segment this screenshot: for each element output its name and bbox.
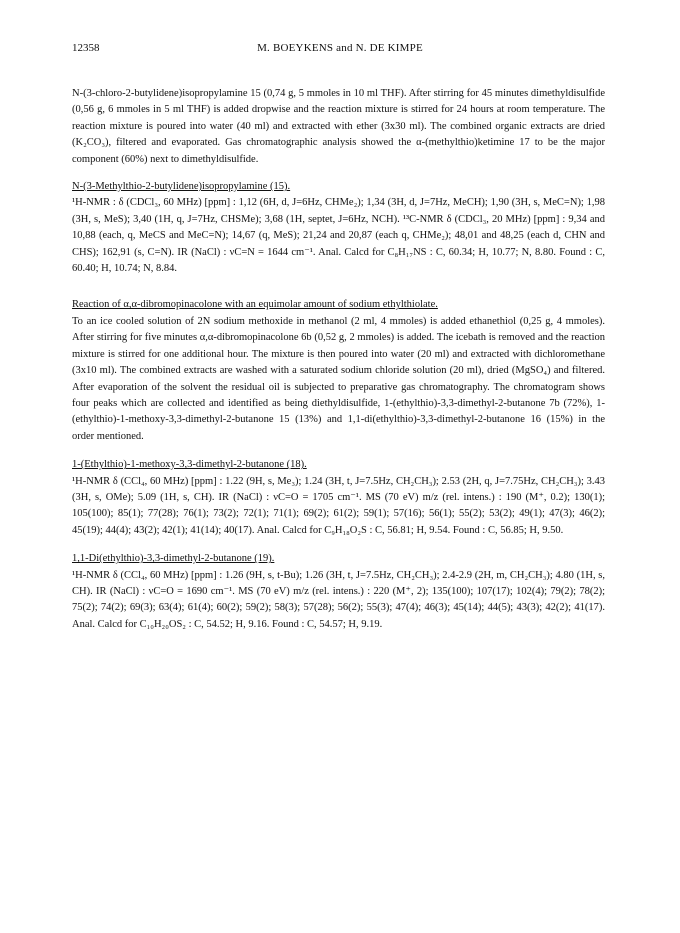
section-text: ¹H-NMR δ (CCl₄, 60 MHz) [ppm] : 1.26 (9H, s, t-Bu); 1.26 (3H, t, J=7.5Hz, CH₂CH₃); 2.4-2.9 (2H, m, CH₂CH₃); 4.80 (1H, s, CH). IR (NaCl) : νC=O = 1690 cm⁻¹. MS (70 eV) m/z (rel. intens.) : 220 (M⁺, 2); 135(100); 107(17); 102(4); 79(2); 78(2); 75(2); 74(2); 69(3); 63(4); 61(4); 60(2); 59(2); 58(3); 57(28); 56(2); 55(3); 47(4); 46(3); 45(14); 44(5); 43(3); 42(2); 41(17). Anal. Calcd for C₁₀H₂₀OS₂ : C, 54.52; H, 9.16. Found : C, 54.57; H, 9.19. bbox=[72, 569, 605, 630]
section-dibromopinacolone-reaction bbox=[72, 297, 605, 445]
section-ethylthio-methoxy bbox=[72, 457, 605, 539]
section-text: ¹H-NMR δ (CCl₄, 60 MHz) [ppm] : 1.22 (9H, s, Me₃); 1.24 (3H, t, J=7.5Hz, CH₂CH₃); 2.53 (2H, q, J=7.75Hz, CH₂CH₃); 3.43 (3H, s, OMe); 5.09 (1H, s, CH). IR (NaCl) : νC=O = 1705 cm⁻¹. MS (70 eV) m/z (rel. intens.) : 190 (M⁺, 0.2); 130(1); 105(100); 85(1); 77(28); 76(1); 73(2); 72(1); 71(1); 69(2); 61(2); 59(1); 57(16); 56(1); 55(2); 53(2); 49(1); 47(3); 46(2); 45(19); 44(4); 43(2); 42(1); 41(14); 40(17). Anal. Calcd for C₉H₁₈O₂S : C, 56.81; H, 9.54. Found : C, 56.85; H, 9.50. bbox=[72, 475, 605, 536]
section-heading: N-(3-Methylthio-2-butylidene)isopropylamine (15). bbox=[72, 181, 291, 193]
section-text: ¹H-NMR : δ (CDCl₃, 60 MHz) [ppm] : 1,12 (6H, d, J=6Hz, CHMe₂); 1,34 (3H, d, J=7Hz, MeCH); 1,90 (3H, s, MeC=N); 1,98 (3H, s, MeS); 3,40 (1H, q, J=7Hz, CHSMe); 3,68 (1H, septet, J=6Hz, NCH). ¹³C-NMR δ (CDCl₃, 20 MHz) [ppm] : 9,34 and 10,88 (each, q, MeCS and MeC=N); 14,67 (q, MeS); 21,24 and 20,87 (each q, CHMe₂); 48,01 and 48,25 (each d, CHN and CHS); 162,91 (s, C=N). IR (NaCl) : νC=N = 1644 cm⁻¹. Anal. Calcd for C₈H₁₇NS : C, 60.34; H, 10.77; N, 8.80. Found : C, 60.40; H, 10.74; N, 8.84. bbox=[72, 197, 605, 275]
running-head: M. BOEYKENS and N. DE KIMPE bbox=[257, 42, 423, 54]
section-diethylthio bbox=[72, 551, 605, 633]
section-text: To an ice cooled solution of 2N sodium methoxide in methanol (2 ml, 4 mmoles) is added ethanethiol (0,25 g, 4 mmoles). After stirring for five minutes α,α-dibromopinacolone 6b (0,52 g, 2 mmoles) is added. The icebath is removed and the reaction mixture is stirred for one additional hour. The mixture is then poured into water (20 ml) and extracted with dichloromethane (3x10 ml). The combined extracts are washed with a saturated sodium chloride solution (20 ml), dried (MgSO₄) and filtered. After evaporation of the solvent the residual oil is subjected to preparative gas chromatography. The chromatogram shows four peaks which are collected and identified as being diethyldisulfide, 1-(ethylthio)-3,3-dimethyl-2-butanone 7b (72%), 1-(ethylthio)-1-methoxy-3,3-dimethyl-2-butanone 15 (13%) and 1,1-di(ethylthio)-3,3-dimethyl-2-butanone 16 (15%) in the order mentioned. bbox=[72, 315, 605, 442]
section-heading: 1,1-Di(ethylthio)-3,3-dimethyl-2-butanone (19). bbox=[72, 553, 275, 565]
intro-paragraph: N-(3-chloro-2-butylidene)isopropylamine 15 (0,74 g, 5 mmoles in 10 ml THF). After stirring for 45 minutes dimethyldisulfide (0,56 g, 6 mmoles in 5 ml THF) is added dropwise and the reaction mixture is stirred for 24 hours at room temperature. The reaction mixture is poured into water (40 ml) and extracted with ether (3x30 ml). The combined organic extracts are dried (K₂CO₃), filtered and evaporated. Gas chromatographic analysis showed the α-(methylthio)ketimine 17 to be the major component (60%) next to dimethyldisulfide. bbox=[72, 88, 605, 165]
page-number: 12358 bbox=[72, 42, 100, 54]
section-heading: Reaction of α,α-dibromopinacolone with an equimolar amount of sodium ethylthiolate. bbox=[72, 299, 438, 311]
section-methylthio-butylidene bbox=[72, 179, 605, 277]
article-body bbox=[72, 86, 605, 633]
section-heading: 1-(Ethylthio)-1-methoxy-3,3-dimethyl-2-butanone (18). bbox=[72, 459, 307, 471]
page-header bbox=[72, 42, 608, 58]
